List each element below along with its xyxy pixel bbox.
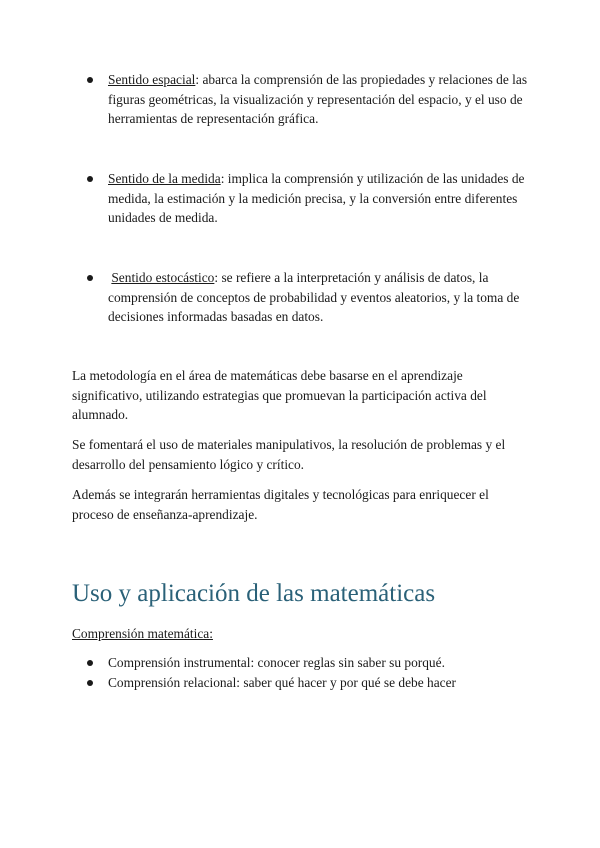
bullet-icon bbox=[87, 275, 93, 281]
sense-text bbox=[108, 268, 533, 327]
sense-description: : abarca la comprensión de las propiedades y relaciones de las figuras geométricas, la visualización y representación del espacio, y el uso de herramientas de representación gráfica. bbox=[108, 72, 528, 126]
sense-term: Sentido de la medida bbox=[108, 171, 221, 186]
bullet-icon bbox=[87, 77, 93, 83]
methodology-paragraph: La metodología en el área de matemáticas debe basarse en el aprendizaje significativo, utilizando estrategias que promuevan la participación activa del alumnado. bbox=[72, 368, 487, 422]
bullet-icon bbox=[87, 660, 93, 666]
bullet-icon bbox=[87, 680, 93, 686]
sense-text bbox=[108, 70, 533, 129]
sense-text bbox=[108, 169, 533, 228]
list-item-text: Comprensión relacional: saber qué hacer y por qué se debe hacer bbox=[108, 675, 457, 690]
section-heading: Uso y aplicación de las matemáticas bbox=[72, 580, 436, 607]
section-subheading: Comprensión matemática: bbox=[72, 626, 213, 641]
sense-term: Sentido espacial bbox=[108, 72, 196, 87]
bullet-icon bbox=[87, 176, 93, 182]
sense-term: Sentido estocástico bbox=[111, 270, 215, 285]
sense-description: : se refiere a la interpretación y análisis de datos, la comprensión de conceptos de probabilidad y eventos aleatorios, y la toma de decisiones informadas basadas en datos. bbox=[108, 270, 520, 324]
materials-paragraph: Se fomentará el uso de materiales manipulativos, la resolución de problemas y el desarrollo del pensamiento lógico y crítico. bbox=[72, 437, 506, 472]
digital-tools-paragraph: Además se integrarán herramientas digitales y tecnológicas para enriquecer el proceso de enseñanza-aprendizaje. bbox=[72, 487, 489, 522]
list-item-text: Comprensión instrumental: conocer reglas sin saber su porqué. bbox=[108, 655, 445, 670]
sense-description: : implica la comprensión y utilización de las unidades de medida, la estimación y la medición precisa, y la conversión entre diferentes unidades de medida. bbox=[108, 171, 525, 225]
